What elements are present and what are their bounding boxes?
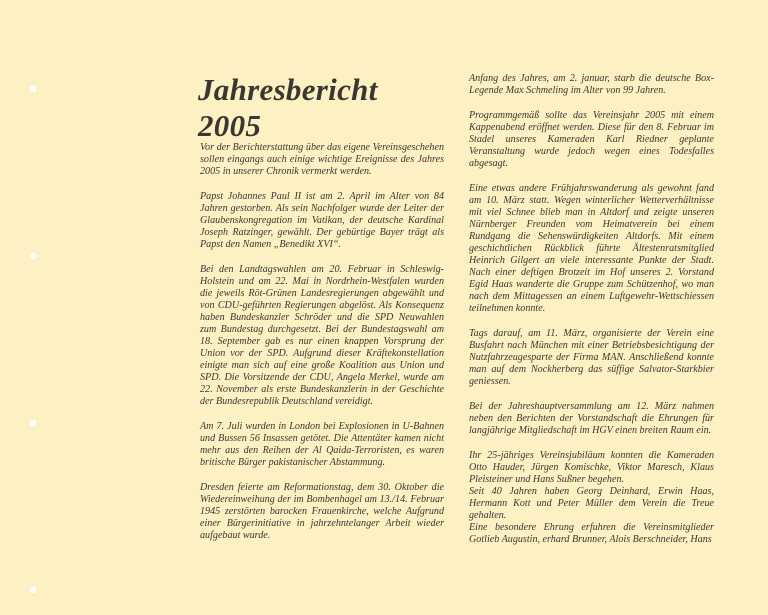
punch-hole xyxy=(29,85,37,93)
paragraph: Dresden feierte am Reformationstag, dem 30. Oktober die Wiedereinweihung der im Bombenhagel am 13./14. Februar 1945 zerstörten barocken Frauenkirche, welche Aufgrund einer Bürgerinitiative in jahrzehntelanger Arbeit wieder aufgebaut wurde. xyxy=(200,482,444,541)
left-column xyxy=(200,142,444,555)
punch-hole xyxy=(29,419,37,427)
right-column xyxy=(469,73,714,546)
punch-hole xyxy=(29,586,37,594)
paragraph: Vor der Berichterstattung über das eigene Vereinsgeschehen sollen eingangs auch einige wichtige Ereignisse des Jahres 2005 in unserer Chronik vermerkt werden. xyxy=(200,142,444,177)
paragraph: Am 7. Juli wurden in London bei Explosionen in U-Bahnen und Bussen 56 Insassen getötet. Die Attentäter kamen nicht mehr aus den Reihen der Al Qaida-Terroristen, es waren britische Bürger pakistanischer Abstammung. xyxy=(200,421,444,468)
page-title: Jahresbericht 2005 xyxy=(198,72,378,143)
paragraph: Papst Johannes Paul II ist am 2. April im Alter von 84 Jahren gestorben. Als sein Nachfolger wurde der Leiter der Glaubenskongregation im Vatikan, der deutsche Kardinal Joseph Ratzinger, gewählt. Der gebürtige Bayer trägt als Papst den Namen „Benedikt XVI“. xyxy=(200,191,444,250)
paragraph: Tags darauf, am 11. März, organisierte der Verein eine Busfahrt nach München mit einer Betriebsbesichtigung der Nutzfahrzeugesparte der Firma MAN. Anschließend konnte man auf dem Nockherberg das süffige Salvator-Starkbier geniessen. xyxy=(469,328,714,387)
paragraph: Eine besondere Ehrung erfuhren die Vereinsmitglieder Gotlieb Augustin, erhard Brunner, Alois Berschneider, Hans xyxy=(469,522,714,545)
paragraph: Seit 40 Jahren haben Georg Deinhard, Erwin Haas, Hermann Kott und Peter Müller dem Verein die Treue gehalten. xyxy=(469,486,714,521)
paragraph: Eine etwas andere Frühjahrswanderung als gewohnt fand am 10. März statt. Wegen winterlicher Wetterverhältnisse mit viel Schnee blieb man in Altdorf und zeigte unseren Nürnberger Freunden vom Heimatverein bei einem Rundgang die Sehenswürdigkeiten Altdorfs. Mit einem geschichtlichen Rückblick führte Ältestenratsmitglied Heinrich Gilgert an viele interessante Punkte der Stadt. Nach einer deftigen Brotzeit im Hof unseres 2. Vorstand Egid Haas wanderte die Gruppe zum Schützenhof, wo man nach dem Mittagessen an einem Luftgewehr-Wettschiessen teilnehmen konnte. xyxy=(469,183,714,314)
paragraph: Bei den Landtagswahlen am 20. Februar in Schleswig-Holstein und am 22. Mai in Nordrhein-Westfalen wurden die jeweils Röt-Grünen Landesregierungen abgewählt und von CDU-geführten Regierungen abgelöst. Als Konsequenz haben Bundeskanzler Schröder und die SPD Neuwahlen zum Bundestag durchgesetzt. Bei der Bundestagswahl am 18. September gab es nur einen knappen Vorsprung der Union vor der SPD. Aufgrund dieser Kräftekonstellation einigte man sich auf eine große Koalition aus Union und SPD. Die Vorsitzende der CDU, Angela Merkel, wurde am 22. November als erste Bundeskanzlerin in der Geschichte der Bundesrepublik Deutschland vereidigt. xyxy=(200,264,444,407)
paragraph: Anfang des Jahres, am 2. januar, starb die deutsche Box-Legende Max Schmeling im Alter von 99 Jahren. xyxy=(469,73,714,96)
paragraph: Bei der Jahreshauptversammlung am 12. März nahmen neben den Berichten der Vorstandschaft die Ehrungen für langjährige Mitgliedschaft im HGV einen breiten Raum ein. xyxy=(469,401,714,436)
paragraph: Ihr 25-jähriges Vereinsjubiläum konnten die Kameraden Otto Hauder, Jürgen Komischke, Viktor Maresch, Klaus Pleisteiner und Hans Sußner begehen. xyxy=(469,450,714,485)
punch-hole xyxy=(29,252,37,260)
paragraph: Programmgemäß sollte das Vereinsjahr 2005 mit einem Kappenabend eröffnet werden. Diese für den 8. Februar im Stadel unseres Kameraden Karl Riedner geplante Veranstaltung wurde jedoch wegen eines Todesfalles abgesagt. xyxy=(469,110,714,169)
